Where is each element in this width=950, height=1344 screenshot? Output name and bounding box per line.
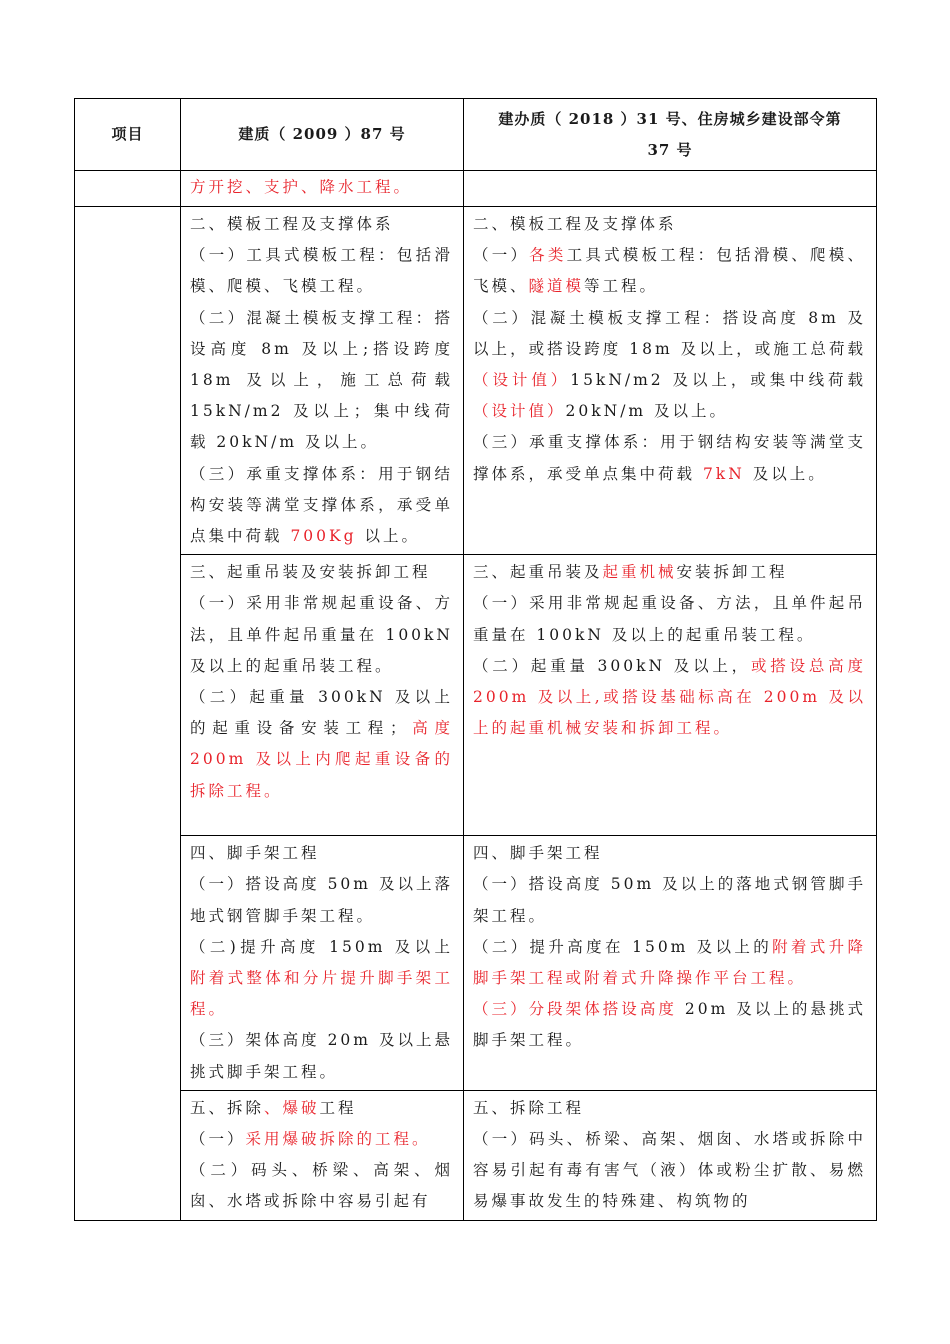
- paragraph: （一）搭设高度 50m 及以上落地式钢管脚手架工程。: [190, 875, 453, 925]
- header-new-regulation: 建办质（ 2018 ）31 号、住房城乡建设部令第 37 号: [464, 99, 877, 171]
- paragraph: （三）承重支撑体系：用于钢结构安装等满堂支撑体系，承受单点集中荷载 700Kg 以上。: [190, 464, 453, 546]
- new-cell-scaffold: [464, 836, 877, 1091]
- section-title: 三、起重吊装及安装拆卸工程: [190, 563, 431, 582]
- paragraph: （二）混凝土模板支撑工程：搭设高度 8m 及以上，或搭设跨度 18m 及以上，或施工总荷载（设计值）15kN/m2 及以上，或集中线荷载（设计值）20kN/m 及以上。: [473, 308, 866, 421]
- paragraph: （二）起重量 300kN 及以上的起重设备安装工程；高度 200m 及以上内爬起重设备的拆除工程。: [190, 688, 453, 800]
- new-cell-lifting: [464, 555, 877, 836]
- paragraph: （一）采用爆破拆除的工程。: [190, 1130, 431, 1149]
- section-title: 五、拆除工程: [473, 1098, 585, 1117]
- paragraph: （一）采用非常规起重设备、方法，且单件起吊重量在 100kN 及以上的起重吊装工程。: [473, 594, 866, 644]
- new-cell-demolition: [464, 1090, 877, 1220]
- header-old-regulation: 建质（ 2009 ）87 号: [181, 99, 464, 171]
- item-cell-merged: [75, 207, 181, 1221]
- header-row: [75, 99, 877, 171]
- paragraph: （二）码头、桥梁、高架、烟囱、水塔或拆除中容易引起有: [190, 1161, 453, 1211]
- old-cell-lifting: [181, 555, 464, 836]
- paragraph: （二)提升高度 150m 及以上附着式整体和分片提升脚手架工程。: [190, 937, 453, 1019]
- cont-text: 方开挖、支护、降水工程。: [190, 178, 413, 196]
- item-cell: [75, 171, 181, 207]
- paragraph: （三）架体高度 20m 及以上悬挑式脚手架工程。: [190, 1031, 453, 1081]
- row-lifting: [75, 555, 877, 836]
- paragraph: （一）工具式模板工程：包括滑模、爬模、飞模工程。: [190, 246, 453, 296]
- paragraph: （二）起重量 300kN 及以上，或搭设总高度 200m 及以上,或搭设基础标高在 200m 及以上的起重机械安装和拆卸工程。: [473, 656, 866, 738]
- old-cell-scaffold: [181, 836, 464, 1091]
- section-title: 四、脚手架工程: [473, 844, 603, 863]
- row-demolition: [75, 1090, 877, 1220]
- section-title: 四、脚手架工程: [190, 844, 320, 863]
- row-formwork: [75, 207, 877, 555]
- section-title: 二、模板工程及支撑体系: [473, 215, 677, 233]
- paragraph: （三）承重支撑体系：用于钢结构安装等满堂支撑体系，承受单点集中荷载 7kN 及以上。: [473, 433, 866, 483]
- old-cell-demolition: [181, 1090, 464, 1220]
- paragraph: （一）码头、桥梁、高架、烟囱、水塔或拆除中容易引起有毒有害气（液）体或粉尘扩散、易燃易爆事故发生的特殊建、构筑物的: [473, 1130, 866, 1211]
- header-item: 项目: [75, 99, 181, 171]
- section-title: 三、起重吊装及起重机械安装拆卸工程: [473, 563, 788, 582]
- new-cell: [464, 171, 877, 207]
- section-title: 二、模板工程及支撑体系: [190, 215, 394, 233]
- section-title: 五、拆除、爆破工程: [190, 1098, 357, 1117]
- old-cell: [181, 171, 464, 207]
- new-cell-formwork: [464, 207, 877, 555]
- paragraph: （二）混凝土模板支撑工程：搭设高度 8m 及以上;搭设跨度 18m 及以上，施工总荷载 15kN/m2 及以上；集中线荷载 20kN/m 及以上。: [190, 308, 453, 452]
- comparison-table: [74, 98, 877, 1221]
- paragraph: （一）采用非常规起重设备、方法，且单件起吊重量在 100kN 及以上的起重吊装工程。: [190, 594, 453, 675]
- paragraph: （一）各类工具式模板工程：包括滑模、爬模、飞模、隧道模等工程。: [473, 246, 866, 296]
- row-scaffold: [75, 836, 877, 1091]
- paragraph: （二）提升高度在 150m 及以上的附着式升降脚手架工程或附着式升降操作平台工程。: [473, 937, 866, 988]
- continuation-row: [75, 171, 877, 207]
- paragraph: （三）分段架体搭设高度 20m 及以上的悬挑式脚手架工程。: [473, 1000, 866, 1050]
- old-cell-formwork: [181, 207, 464, 555]
- paragraph: （一）搭设高度 50m 及以上的落地式钢管脚手架工程。: [473, 875, 866, 925]
